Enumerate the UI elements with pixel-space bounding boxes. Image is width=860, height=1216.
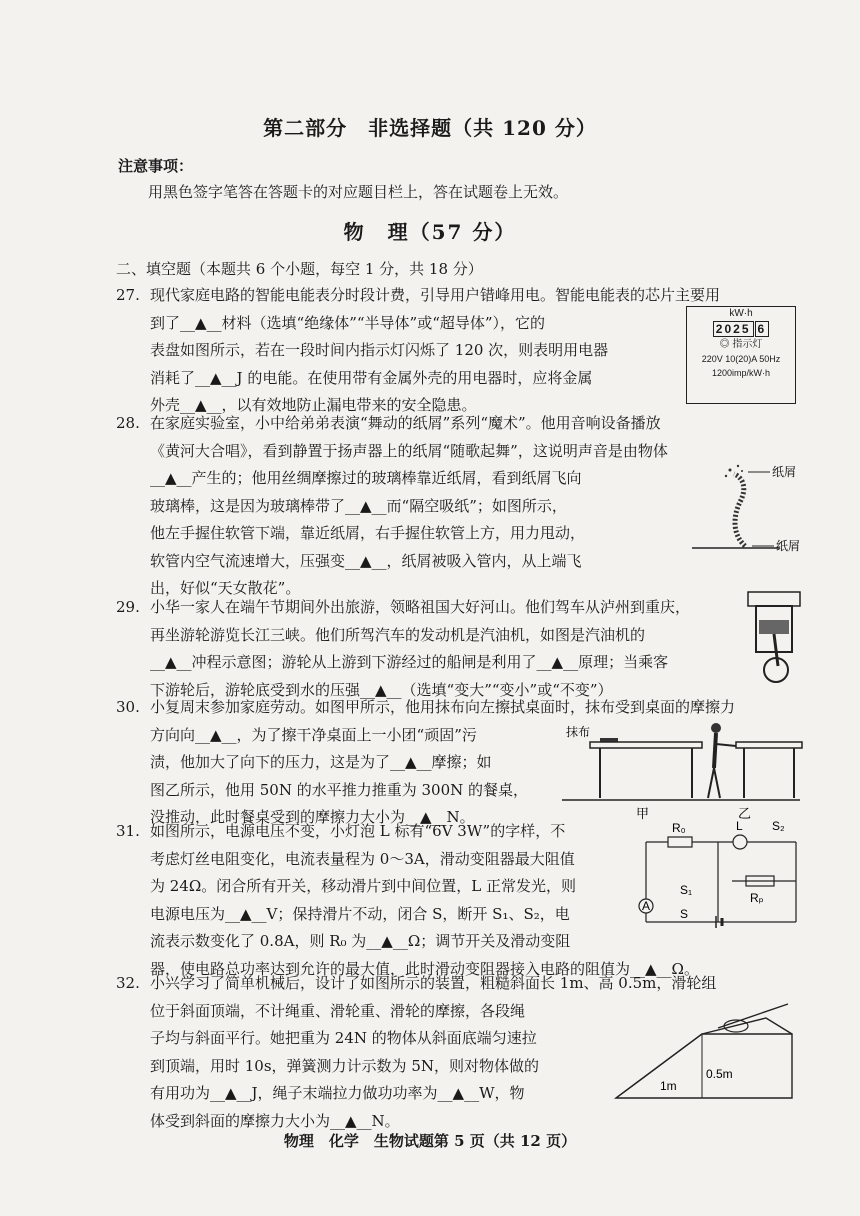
meter-lamp: ◎ 指示灯 <box>719 339 763 350</box>
subject-title: 物 理（57 分） <box>343 220 517 244</box>
meter-rating: 220V 10(20)A 50Hz <box>701 354 781 364</box>
question-31 <box>116 818 699 983</box>
question-text: 现代家庭电路的智能电能表分时段计费，引导用户错峰用电。智能电能表的芯片主要用 <box>150 286 721 304</box>
question-text: __▲__冲程示意图；游轮从上游到下游经过的船闸是利用了__▲__原理；当乘客 <box>150 653 669 671</box>
question-text: 渍，他加大了向下的压力，这是为了__▲__摩擦；如 <box>150 753 492 771</box>
question-text: 到顶端，用时 10s，弹簧测力计示数为 5N，则对物体做的 <box>150 1056 539 1075</box>
fig-s2: S₂ <box>772 819 785 833</box>
fig-s: S <box>680 907 689 921</box>
table-figure <box>560 718 810 822</box>
question-number: 31. <box>116 822 140 840</box>
question-text: 位于斜面顶端，不计绳重、滑轮重、滑轮的摩擦，各段绳 <box>150 1001 526 1020</box>
question-text: 《黄河大合唱》，看到静置于扬声器上的纸屑“随歌起舞”，这说明声音是由物体 <box>150 441 668 460</box>
notice-text: 用黑色签字笔答在答题卡的对应题目栏上，答在试题卷上无效。 <box>148 183 569 201</box>
fig-slope-length: 1m <box>660 1079 677 1093</box>
meter-unit: kW·h <box>729 308 753 319</box>
question-text: 下游轮后，游轮底受到水的压强__▲__（选填“变大”“变小”或“不变”） <box>150 680 613 699</box>
question-29 <box>116 594 690 704</box>
engine-figure <box>744 586 804 686</box>
question-text: 流表示数变化了 0.8A，则 R₀ 为__▲__Ω；调节开关及滑动变阻 <box>150 932 571 950</box>
question-text: 小华一家人在端午节期间外出旅游，领略祖国大好河山。他们驾车从泸州到重庆， <box>150 598 691 616</box>
meter-last-digit: 6 <box>755 321 770 337</box>
fig-cloth-label: 抹布 <box>566 725 591 739</box>
question-text: 再坐游轮游览长江三峡。他们所驾汽车的发动机是汽油机，如图是汽油机的 <box>150 625 646 644</box>
section-heading: 二、填空题（本题共 6 个小题，每空 1 分，共 18 分） <box>116 260 483 278</box>
question-text: 表盘如图所示，若在一段时间内指示灯闪烁了 120 次，则表明用电器 <box>150 341 609 359</box>
question-text: 消耗了__▲__J 的电能。在使用带有金属外壳的用电器时，应将金属 <box>150 368 593 387</box>
question-text: 方向向__▲__，为了擦干净桌面上一小团“顽固”污 <box>150 725 477 744</box>
notice-heading: 注意事项： <box>118 157 194 175</box>
fig-label-top: 纸屑 <box>772 465 797 479</box>
question-number: 30. <box>116 698 140 716</box>
question-text: 外壳__▲__，以有效地防止漏电带来的安全隐患。 <box>150 396 477 414</box>
question-text: 到了__▲__材料（选填“绝缘体”“半导体”或“超导体”），它的 <box>150 313 546 332</box>
question-text: 图乙所示，他用 50N 的水平推力推重为 300N 的餐桌， <box>150 780 529 799</box>
question-28 <box>116 410 668 603</box>
question-text: 他左手握住软管下端，靠近纸屑，右手握住软管上方，用力甩动， <box>150 524 586 542</box>
question-text: 在家庭实验室，小中给弟弟表演“舞动的纸屑”系列“魔术”。他用音响设备播放 <box>150 414 661 432</box>
question-number: 27. <box>116 286 140 304</box>
fig-label-bottom: 纸屑 <box>776 539 801 553</box>
question-27 <box>116 282 720 420</box>
question-text: 小复周末参加家庭劳动。如图甲所示，他用抹布向左擦拭桌面时，抹布受到桌面的摩擦力 <box>150 698 736 716</box>
question-text: 体受到斜面的摩擦力大小为__▲__N。 <box>150 1111 400 1130</box>
question-text: 没推动，此时餐桌受到的摩擦力大小为__▲__N。 <box>150 808 475 826</box>
fig-slope-height: 0.5m <box>706 1067 733 1081</box>
hose-figure <box>690 462 810 558</box>
question-text: 子均与斜面平行。她把重为 24N 的物体从斜面底端匀速拉 <box>150 1029 537 1047</box>
fig-r0: R₀ <box>672 821 686 835</box>
question-text: 为 24Ω。闭合所有开关，移动滑片到中间位置，L 正常发光，则 <box>150 877 577 895</box>
question-text: 小兴学习了简单机械后，设计了如图所示的装置，粗糙斜面长 1m、高 0.5m，滑轮组 <box>150 974 717 992</box>
question-text: __▲__产生的；他用丝绸摩擦过的玻璃棒靠近纸屑，看到纸屑飞向 <box>150 469 582 487</box>
fig-rp: Rₚ <box>750 891 764 905</box>
question-text: 器，使电路总功率达到允许的最大值，此时滑动变阻器接入电路的阻值为__▲__Ω。 <box>150 959 699 978</box>
question-number: 32. <box>116 974 140 992</box>
question-number: 28. <box>116 414 140 432</box>
incline-figure <box>606 998 802 1110</box>
question-text: 出，好似“天女散花”。 <box>150 579 301 597</box>
circuit-figure <box>636 818 806 934</box>
fig-ammeter: A <box>642 899 651 913</box>
question-text: 有用功为__▲__J，绳子末端拉力做功功率为__▲__W，物 <box>150 1084 525 1102</box>
fig-label-a: 甲 <box>636 807 650 822</box>
fig-l: L <box>736 819 743 833</box>
question-text: 如图所示，电源电压不变，小灯泡 L 标有“6V 3W”的字样，不 <box>150 822 566 840</box>
question-text: 电源电压为__▲__V；保持滑片不动，闭合 S，断开 S₁、S₂，电 <box>150 904 570 923</box>
question-text: 考虑灯丝电阻变化，电流表量程为 0～3A，滑动变阻器最大阻值 <box>150 849 575 868</box>
fig-label-b: 乙 <box>738 807 752 822</box>
meter-digits: 2025 <box>713 321 754 337</box>
question-text: 玻璃棒，这是因为玻璃棒带了__▲__而“隔空吸纸”；如图所示， <box>150 496 567 515</box>
energy-meter-figure <box>686 306 796 404</box>
question-text: 软管内空气流速增大，压强变__▲__，纸屑被吸入管内，从上端飞 <box>150 551 582 570</box>
fig-s1: S₁ <box>680 883 693 897</box>
part-title: 第二部分 非选择题（共 120 分） <box>263 116 597 140</box>
page-footer: 物理 化学 生物试题第 5 页（共 12 页） <box>283 1132 577 1150</box>
meter-constant: 1200imp/kW·h <box>711 368 771 378</box>
question-number: 29. <box>116 598 140 616</box>
